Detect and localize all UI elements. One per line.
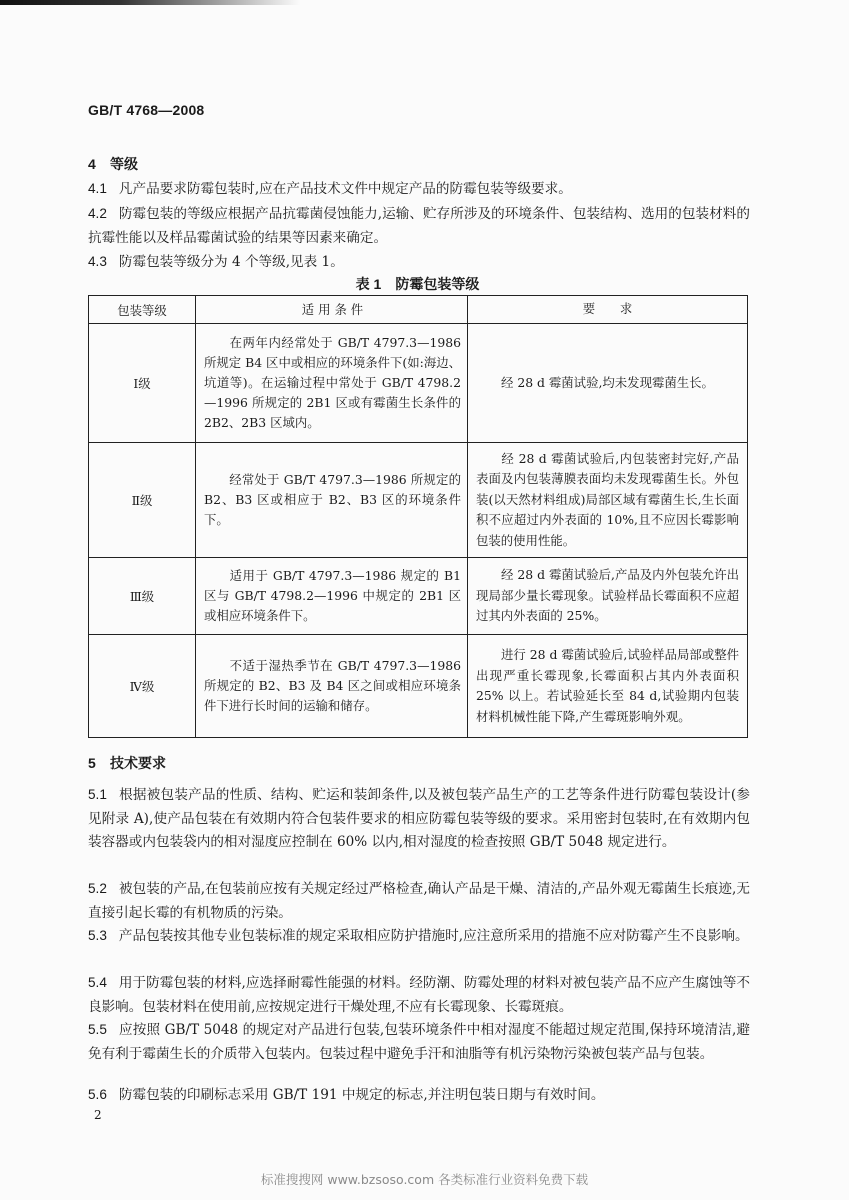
clause-4-3: [88, 250, 750, 275]
condition-cell: [196, 324, 468, 443]
clause-5-3: [88, 924, 750, 949]
scan-edge-shadow: [0, 0, 300, 5]
watermark-link[interactable]: 标准搜搜网 www.bzsoso.com 各类标准行业资料免费下载: [260, 1172, 589, 1187]
condition-cell: [196, 443, 468, 558]
requirement-text: 经 28 d 霉菌试验后,内包装密封完好,产品表面及内包装薄膜表面均未发现霉菌生长。外包装(以天然材料组成)局部区域有霉菌生长,生长面积不应超过内外表面的 10%,且不应因长霉影响包装的使用性能。: [476, 450, 739, 548]
grade-cell: Ⅰ级: [89, 324, 196, 443]
condition-cell: [196, 558, 468, 635]
condition-text: 不适于湿热季节在 GB/T 4797.3—1986 所规定的 B2、B3 及 B4 区之间或相应环境条件下进行长时间的运输和储存。: [204, 658, 461, 713]
table-row: [89, 635, 748, 738]
requirement-cell: [468, 635, 748, 738]
requirement-cell: [468, 558, 748, 635]
clause-number: 5.2: [88, 881, 107, 896]
clause-text: 防霉包装的等级应根据产品抗霉菌侵蚀能力,运输、贮存所涉及的环境条件、包装结构、选用的包装材料的抗霉性能以及样品霉菌试验的结果等因素来确定。: [88, 206, 750, 246]
section-title: 等级: [110, 156, 138, 172]
clause-number: 4.3: [88, 254, 107, 269]
requirement-text: 进行 28 d 霉菌试验后,试验样品局部或整件出现严重长霉现象,长霉面积占其内外表面积 25% 以上。若试验延长至 84 d,试验期内包装材料机械性能下降,产生霉斑影响外观。: [476, 647, 739, 724]
table-row: [89, 558, 748, 635]
table-header-row: [89, 296, 748, 324]
clause-number: 5.4: [88, 975, 107, 990]
clause-5-4: [88, 971, 750, 1019]
section-number: 4: [88, 156, 96, 172]
page-number: 2: [94, 1108, 102, 1122]
requirement-cell: [468, 324, 748, 443]
condition-text: 经常处于 GB/T 4797.3—1986 所规定的 B2、B3 区或相应于 B2、B3 区的环境条件下。: [204, 472, 461, 527]
condition-text: 在两年内经常处于 GB/T 4797.3—1986 所规定 B4 区中或相应的环境条件下(如:海边、坑道等)。在运输过程中常处于 GB/T 4798.2—1996 所规定的 2B1 区或有霉菌生长条件的 2B2、2B3 区域内。: [204, 335, 461, 430]
requirement-text: 经 28 d 霉菌试验,均未发现霉菌生长。: [501, 374, 714, 390]
clause-number: 4.2: [88, 206, 107, 221]
grades-table: [88, 295, 748, 738]
table-caption: [88, 274, 747, 294]
grade-cell: Ⅲ级: [89, 558, 196, 635]
section-title: 技术要求: [110, 755, 166, 771]
section-5-heading: [88, 753, 166, 773]
header-condition: 适 用 条 件: [196, 296, 468, 324]
clause-text: 防霉包装的印刷标志采用 GB/T 191 中规定的标志,并注明包装日期与有效时间。: [118, 1087, 605, 1103]
clause-number: 4.1: [88, 181, 107, 196]
table-title: 防霉包装等级: [395, 276, 480, 292]
clause-5-2: [88, 877, 750, 925]
clause-number: 5.5: [88, 1022, 107, 1037]
clause-4-1: [88, 177, 750, 202]
clause-text: 被包装的产品,在包装前应按有关规定经过严格检查,确认产品是干燥、清洁的,产品外观无霉菌生长痕迹,无直接引起长霉的有机物质的污染。: [88, 881, 750, 921]
grade-cell: Ⅱ级: [89, 443, 196, 558]
clause-text: 应按照 GB/T 5048 的规定对产品进行包装,包装环境条件中相对湿度不能超过规定范围,保持环境清洁,避免有利于霉菌生长的介质带入包装内。包装过程中避免手汗和油脂等有机污染物污染被包装产品与包装。: [88, 1022, 750, 1062]
clause-text: 根据被包装产品的性质、结构、贮运和装卸条件,以及被包装产品生产的工艺等条件进行防霉包装设计(参见附录 A),使产品包装在有效期内符合包装件要求的相应防霉包装等级的要求。采用密封包装时,在有效期内包装容器或内包装袋内的相对湿度应控制在 60% 以内,相对湿度的检查按照 GB/T 5048 规定进行。: [88, 787, 750, 850]
table-number: 表 1: [355, 276, 382, 292]
document-id: GB/T 4768—2008: [88, 102, 205, 118]
table-row: [89, 324, 748, 443]
clause-number: 5.6: [88, 1087, 107, 1102]
requirement-text: 经 28 d 霉菌试验后,产品及内外包装允许出现局部少量长霉现象。试验样品长霉面积不应超过其内外表面的 25%。: [476, 567, 739, 624]
clause-number: 5.3: [88, 928, 107, 943]
clause-4-2: [88, 202, 750, 250]
clause-number: 5.1: [88, 787, 107, 802]
clause-5-1: [88, 783, 750, 855]
clause-text: 用于防霉包装的材料,应选择耐霉性能强的材料。经防潮、防霉处理的材料对被包装产品不应产生腐蚀等不良影响。包装材料在使用前,应按规定进行干燥处理,不应有长霉现象、长霉斑痕。: [88, 975, 750, 1015]
section-4-heading: [88, 154, 138, 174]
condition-cell: [196, 635, 468, 738]
requirement-cell: [468, 443, 748, 558]
header-requirement: 要 求: [468, 296, 748, 324]
section-number: 5: [88, 755, 96, 771]
header-grade: 包装等级: [89, 296, 196, 324]
clause-text: 凡产品要求防霉包装时,应在产品技术文件中规定产品的防霉包装等级要求。: [118, 181, 572, 197]
grade-cell: Ⅳ级: [89, 635, 196, 738]
clause-text: 产品包装按其他专业包装标准的规定采取相应防护措施时,应注意所采用的措施不应对防霉产生不良影响。: [118, 928, 749, 944]
condition-text: 适用于 GB/T 4797.3—1986 规定的 B1 区与 GB/T 4798.2—1996 中规定的 2B1 区或相应环境条件下。: [204, 568, 461, 623]
clause-5-6: [88, 1083, 750, 1108]
clause-text: 防霉包装等级分为 4 个等级,见表 1。: [118, 254, 344, 270]
table-row: [89, 443, 748, 558]
clause-5-5: [88, 1018, 750, 1066]
